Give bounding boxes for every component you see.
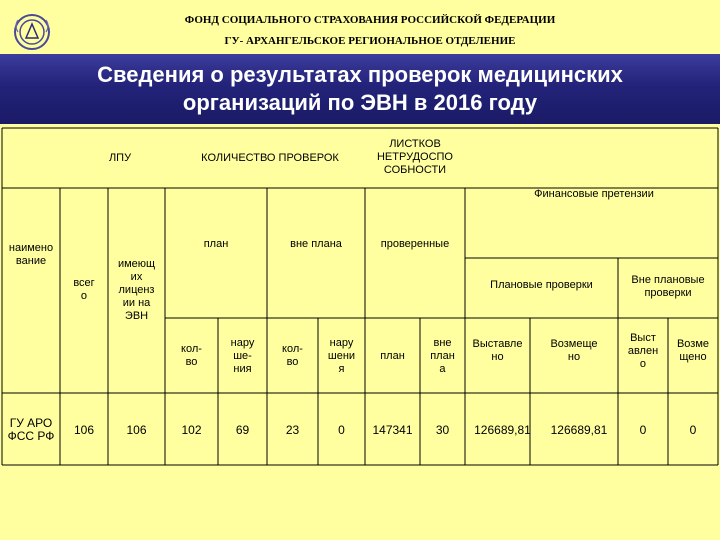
- row-plan-violations: 69: [235, 422, 250, 437]
- header-checked-unplan: вне план а: [430, 336, 455, 375]
- header-planned-issued: Выставле но: [472, 338, 523, 363]
- header-plan: план: [203, 237, 229, 250]
- header-unplan-count: кол- во: [282, 343, 303, 368]
- header-lpu: ЛПУ: [108, 151, 132, 164]
- header-planned-refunded: Возмеще но: [550, 338, 598, 363]
- header-unplanned: вне плана: [290, 237, 342, 250]
- header-planned-checks: Плановые проверки: [490, 278, 593, 291]
- row-unplanned-refunded: 0: [689, 422, 697, 437]
- row-plan-count: 102: [181, 422, 202, 437]
- page-title-line-1: Сведения о результатах проверок медицинских: [97, 62, 623, 87]
- header-unplanned-refunded: Возме щено: [676, 338, 710, 363]
- header-plan-count: кол- во: [181, 343, 202, 368]
- row-name: ГУ АРО ФСС РФ: [7, 416, 55, 443]
- header-inspections-count: КОЛИЧЕСТВО ПРОВЕРОК: [201, 151, 339, 164]
- row-checked-plan: 147341: [372, 422, 413, 437]
- row-unplan-count: 23: [285, 422, 300, 437]
- header-financial-claims: Финансовые претензии: [534, 187, 654, 200]
- header-plan-violations: нару ше- ния: [230, 336, 255, 375]
- header-sick-leave: ЛИСТКОВ НЕТРУДОСПО СОБНОСТИ: [376, 137, 453, 176]
- header-total: всег о: [73, 277, 95, 302]
- header-licensed: имеющ их лиценз ии на ЭВН: [117, 257, 156, 322]
- header-unplan-violations: нару шени я: [327, 336, 356, 375]
- org-line-2: ГУ- АРХАНГЕЛЬСКОЕ РЕГИОНАЛЬНОЕ ОТДЕЛЕНИЕ: [224, 35, 516, 47]
- row-checked-unplan: 30: [435, 422, 450, 437]
- header-name: наимено вание: [8, 242, 54, 267]
- row-unplanned-issued: 0: [639, 422, 647, 437]
- row-licensed: 106: [126, 422, 147, 437]
- page-title-line-2: организаций по ЭВН в 2016 году: [182, 90, 538, 115]
- org-line-1: ФОНД СОЦИАЛЬНОГО СТРАХОВАНИЯ РОССИЙСКОЙ ФЕДЕРАЦИИ: [184, 14, 556, 26]
- row-planned-issued: 126689,81: [474, 422, 531, 437]
- row-planned-refunded: 126689,81: [550, 422, 608, 437]
- header-unplanned-issued: Выст авлен о: [627, 331, 659, 370]
- row-unplan-violations: 0: [338, 422, 345, 437]
- header-checked: проверенные: [380, 237, 450, 250]
- header-unplanned-checks: Вне плановые проверки: [631, 274, 705, 299]
- row-total: 106: [73, 422, 95, 437]
- header-checked-plan: план: [380, 349, 405, 362]
